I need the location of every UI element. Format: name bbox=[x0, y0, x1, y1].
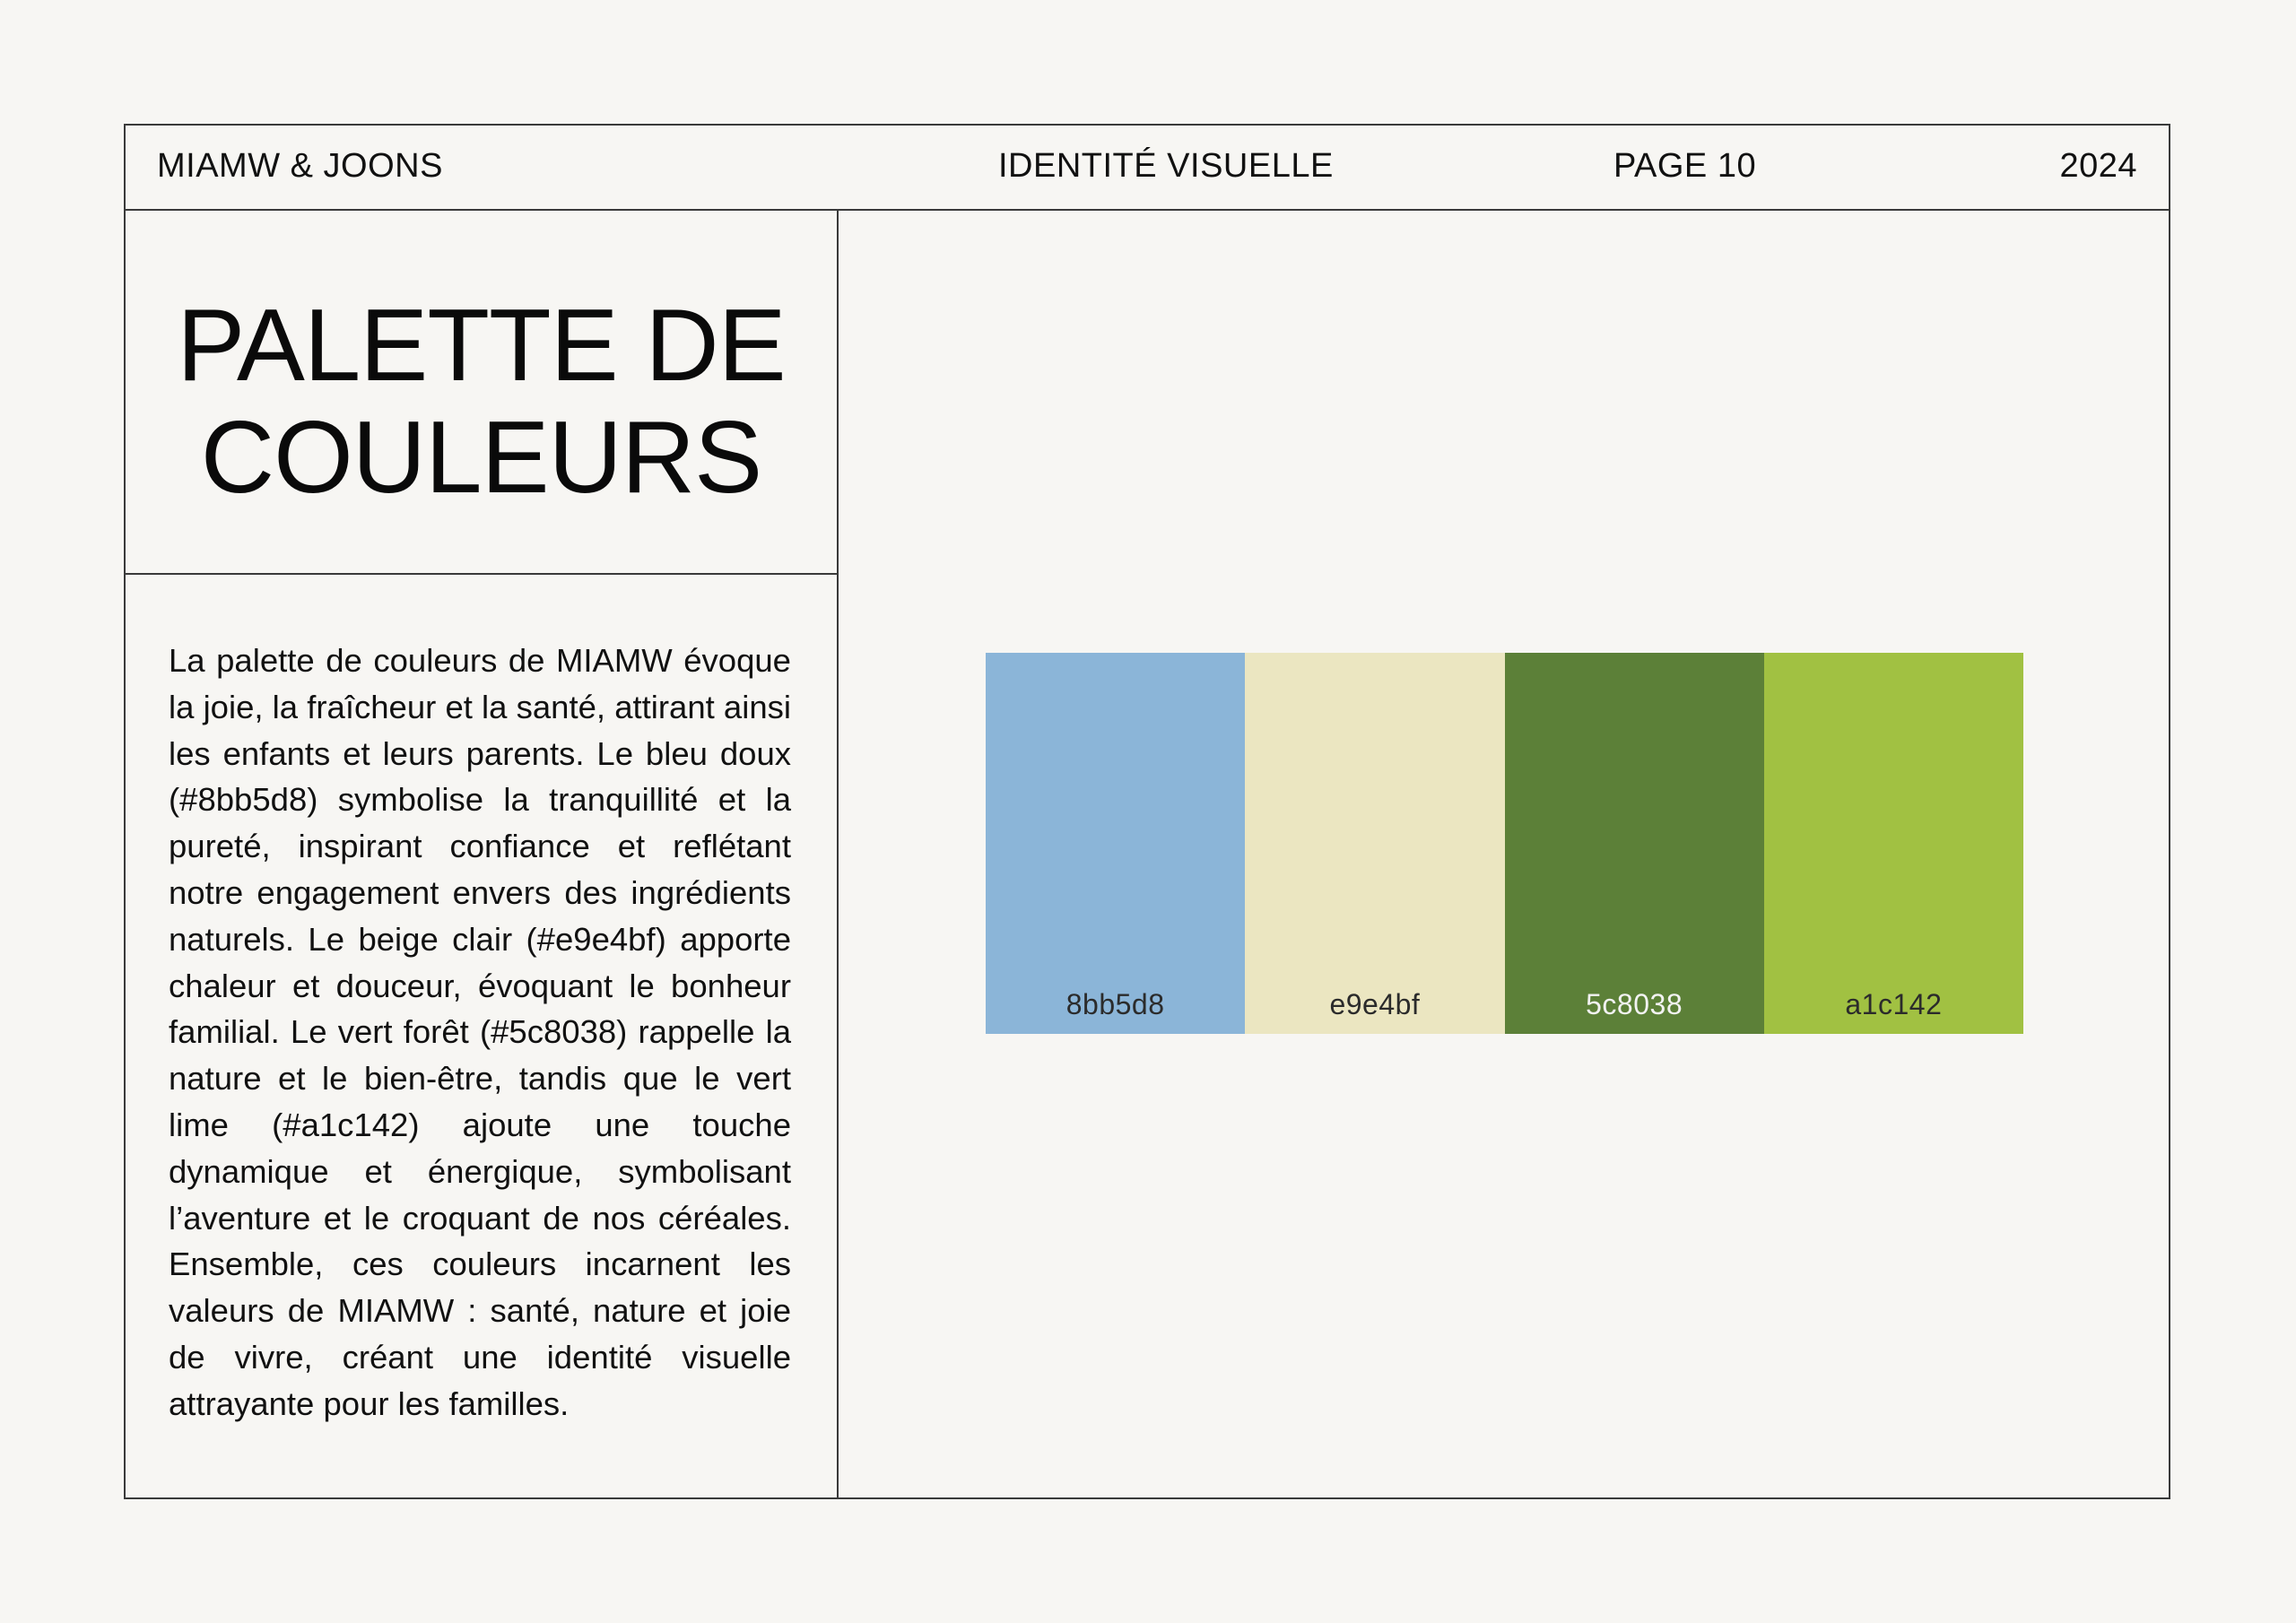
header-year: 2024 bbox=[2059, 147, 2137, 185]
color-swatch-e9e4bf bbox=[1245, 653, 1504, 1034]
color-swatch-8bb5d8 bbox=[986, 653, 1245, 1034]
header-page-number: PAGE 10 bbox=[1613, 147, 1757, 185]
description-paragraph: La palette de couleurs de MIAMW évoque la joie, la fraîcheur et la santé, attirant ainsi les enfants et leurs parents. Le bleu doux (#8bb5d8) symbolise la tranquillité et la pureté, inspirant confiance et reflétant notre engagement envers des ingrédients naturels. Le beige clair (#e9e4bf) apporte chaleur et douceur, évoquant le bonheur familial. Le vert forêt (#5c8038) rappelle la nature et le bien-être, tandis que le vert lime (#a1c142) ajoute une touche dynamique et énergique, symbolisant l’aventure et le croquant de nos céréales. Ensemble, ces couleurs incarnent les valeurs de MIAMW : santé, nature et joie de vivre, créant une identité visuelle attrayante pour les familles. bbox=[169, 642, 791, 1422]
color-swatch-a1c142 bbox=[1764, 653, 2023, 1034]
color-swatch-5c8038 bbox=[1505, 653, 1764, 1034]
swatch-hex-label: 5c8038 bbox=[1586, 988, 1683, 1020]
swatch-hex-label: 8bb5d8 bbox=[1065, 988, 1165, 1020]
header-section-title: IDENTITÉ VISUELLE bbox=[998, 147, 1334, 185]
header-brand: MIAMW & JOONS bbox=[157, 147, 443, 185]
color-palette bbox=[986, 653, 2023, 1034]
page-frame bbox=[124, 124, 2170, 1499]
left-column bbox=[126, 209, 839, 1497]
page-header bbox=[126, 126, 2169, 211]
title-box bbox=[126, 209, 837, 575]
swatch-hex-label: a1c142 bbox=[1845, 988, 1943, 1020]
page-title bbox=[126, 290, 837, 514]
page-title-line-2: COULEURS bbox=[200, 401, 762, 515]
swatch-hex-label: e9e4bf bbox=[1329, 988, 1421, 1020]
page-title-line-1: PALETTE DE bbox=[177, 289, 786, 403]
